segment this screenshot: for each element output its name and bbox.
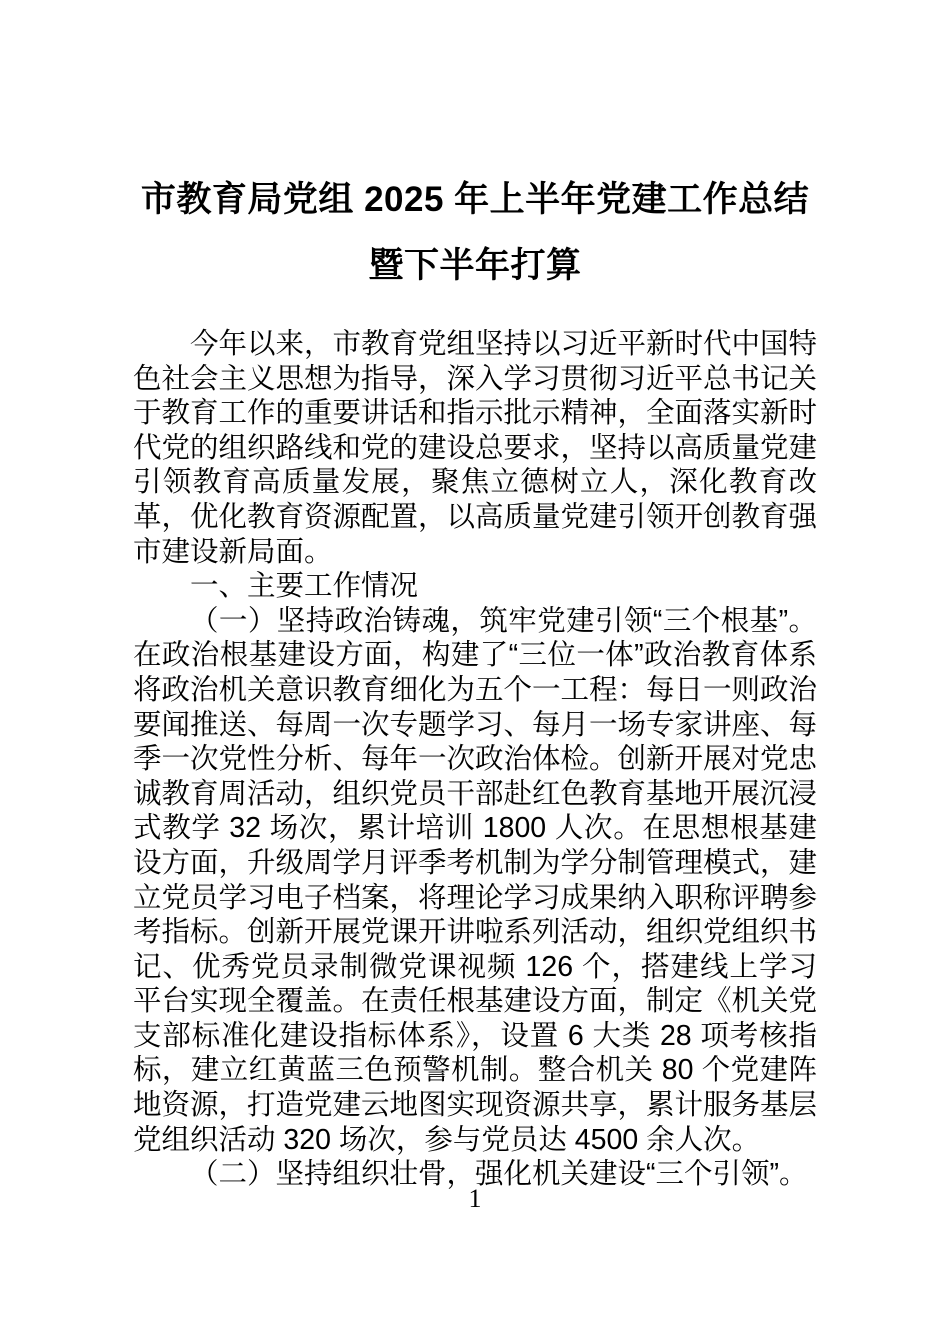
title-line-2: 暨下半年打算 (368, 246, 582, 285)
document-body (133, 327, 817, 1192)
page-number: 1 (468, 1184, 482, 1213)
document-title (133, 167, 817, 299)
paragraph-section-one: （一）坚持政治铸魂，筑牢党建引领“三个根基”。在政治根基建设方面，构建了“三位一体”政治教育体系将政治机关意识教育细化为五个一工程：每日一则政治要闻推送、每周一次专题学习、每月一场专家讲座、每季一次党性分析、每年一次政治体检。创新开展对党忠诚教育周活动，组织党员干部赴红色教育基地开展沉浸式教学 32 场次，累计培训 1800 人次。在思想根基建设方面，升级周学月评季考机制为学分制管理模式，建立党员学习电子档案，将理论学习成果纳入职称评聘参考指标。创新开展党课开讲啦系列活动，组织党组织书记、优秀党员录制微党课视频 126 个，搭建线上学习平台实现全覆盖。在责任根基建设方面，制定《机关党支部标准化建设指标体系》，设置 6 大类 28 项考核指标，建立红黄蓝三色预警机制。整合机关 80 个党建阵地资源，打造党建云地图实现资源共享，累计服务基层党组织活动 320 场次，参与党员达 4500 余人次。 (133, 604, 818, 1156)
paragraph-intro: 今年以来，市教育党组坚持以习近平新时代中国特色社会主义思想为指导，深入学习贯彻习近平总书记关于教育工作的重要讲话和指示批示精神，全面落实新时代党的组织路线和党的建设总要求，坚持以高质量党建引领教育高质量发展，聚焦立德树立人，深化教育改革，优化教育资源配置，以高质量党建引领开创教育强市建设新局面。 (133, 328, 818, 568)
section-heading-main-work: 一、主要工作情况 (190, 570, 419, 603)
paragraph-section-two: （二）坚持组织壮骨，强化机关建设“三个引领”。 (190, 1158, 808, 1191)
title-line-1: 市教育局党组 2025 年上半年党建工作总结 (140, 180, 810, 219)
document-content (133, 167, 817, 1192)
